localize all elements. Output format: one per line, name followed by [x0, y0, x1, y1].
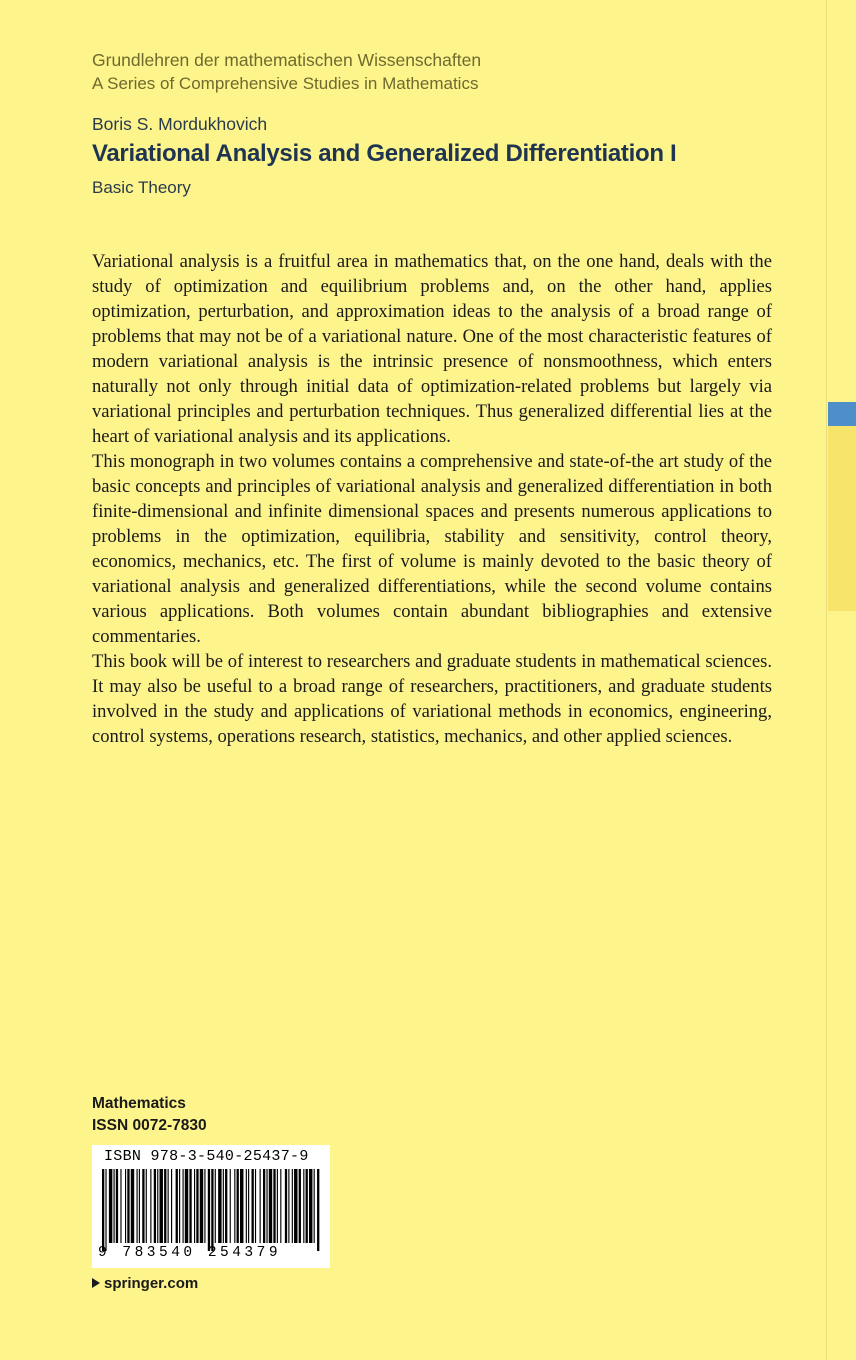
barcode-bar	[280, 1169, 281, 1243]
barcode-bar	[208, 1169, 210, 1251]
barcode-bar	[314, 1169, 315, 1243]
barcode-bar	[179, 1169, 180, 1243]
book-title: Variational Analysis and Generalized Differentiation I	[92, 140, 677, 167]
arrow-right-icon	[92, 1278, 100, 1288]
barcode-bar	[285, 1169, 287, 1243]
barcode-bar	[288, 1169, 289, 1243]
barcode-bar	[260, 1169, 261, 1243]
series-name-english: A Series of Comprehensive Studies in Mathematics	[92, 74, 479, 93]
series-name-german: Grundlehren der mathematischen Wissenschaften	[92, 50, 482, 70]
barcode-bar	[154, 1169, 156, 1243]
barcode-bar	[246, 1169, 247, 1243]
barcode-bar	[292, 1169, 293, 1243]
isbn-label: ISBN 978-3-540-25437-9	[104, 1148, 309, 1165]
description-paragraph: This book will be of interest to researchers and graduate students in mathematical sciences. It may also be useful to a broad range of researchers, practitioners, and graduate students involved in the study and applications of variational methods in economics, engineering, control systems, operations research, statistics, mechanics, and other applied sciences.	[92, 651, 772, 747]
spine-edge	[827, 0, 856, 1360]
barcode-bar	[185, 1169, 188, 1243]
barcode-bars	[98, 1169, 324, 1251]
barcode-bar	[225, 1169, 227, 1243]
barcode-bar	[200, 1169, 203, 1243]
book-description	[92, 249, 772, 749]
barcode-bar	[160, 1169, 163, 1243]
barcode-bar	[240, 1169, 243, 1243]
barcode-bar	[168, 1169, 169, 1243]
barcode-bar	[252, 1169, 254, 1243]
barcode-bar	[109, 1169, 112, 1243]
isbn-barcode	[92, 1145, 330, 1268]
barcode-bar	[237, 1169, 239, 1243]
barcode-bar	[306, 1169, 308, 1243]
issn-label: ISSN 0072-7830	[92, 1117, 207, 1134]
barcode-bar	[299, 1169, 301, 1243]
barcode-bar	[223, 1169, 224, 1243]
barcode-bar	[137, 1169, 138, 1243]
barcode-bar	[120, 1169, 121, 1243]
barcode-bar	[309, 1169, 312, 1243]
description-paragraph: This monograph in two volumes contains a comprehensive and state-of-the art study of the basic concepts and principles of variational analysis and generalized differentiation in both finite-dimensional and infinite dimensional spaces and presents numerous applications to problems in the optimization, equilibria, stability and sensitivity, control theory, economics, mechanics, etc. The first of volume is mainly devoted to the basic theory of variational analysis and generalized differentiations, while the second volume contains various applications. Both volumes contain abundant bibliographies and extensive commentaries.	[92, 451, 772, 647]
subject-label: Mathematics	[92, 1095, 186, 1112]
barcode-bar	[204, 1169, 205, 1243]
barcode-bar	[102, 1169, 104, 1251]
barcode-bar	[127, 1169, 129, 1243]
barcode-bar	[171, 1169, 172, 1243]
publisher-website: springer.com	[104, 1275, 199, 1292]
barcode-bar	[131, 1169, 134, 1243]
barcode-bar	[269, 1169, 272, 1243]
barcode-bar	[164, 1169, 166, 1243]
barcode-bar	[157, 1169, 158, 1243]
spine-accent-band	[828, 426, 856, 611]
author-name: Boris S. Mordukhovich	[92, 114, 268, 134]
barcode-bar	[234, 1169, 235, 1243]
barcode-bar	[114, 1169, 115, 1243]
barcode-bar	[150, 1169, 151, 1243]
barcode-bar	[303, 1169, 304, 1243]
barcode-bar	[176, 1169, 178, 1243]
barcode-bar	[263, 1169, 265, 1243]
barcode-bar	[211, 1169, 213, 1251]
barcode-bar	[266, 1169, 267, 1243]
barcode-bar	[317, 1169, 319, 1251]
barcode-bar	[230, 1169, 231, 1243]
barcode-bar	[248, 1169, 249, 1243]
barcode-bar	[125, 1169, 126, 1243]
barcode-bar	[183, 1169, 184, 1243]
book-subtitle: Basic Theory	[92, 178, 191, 197]
barcode-bar	[194, 1169, 195, 1243]
barcode-bar	[105, 1169, 106, 1251]
barcode-bar	[215, 1169, 216, 1243]
barcode-bar	[218, 1169, 221, 1243]
barcode-bar	[255, 1169, 256, 1243]
spine-color-tab	[828, 402, 856, 426]
publisher-link[interactable]	[92, 1275, 198, 1292]
barcode-bar	[146, 1169, 147, 1243]
barcode-bar	[189, 1169, 191, 1243]
barcode-digits: 9 783540 254379	[98, 1245, 282, 1261]
barcode-bar	[142, 1169, 144, 1243]
description-paragraph: Variational analysis is a fruitful area in mathematics that, on the one hand, deals with the study of optimization and equilibrium problems and, on the other hand, applies optimization, perturbation, and approximation ideas to the analysis of a broad range of problems that may not be of a variational nature. One of the most characteristic features of modern variational analysis is the intrinsic presence of nonsmoothness, which enters naturally not only through initial data of optimization-related problems but largely via variational principles and perturbation techniques. Thus generalized differential lies at the heart of variational analysis and its applications.	[92, 251, 772, 447]
barcode-bar	[196, 1169, 198, 1243]
barcode-bar	[294, 1169, 297, 1243]
barcode-bar	[139, 1169, 140, 1243]
series-header	[92, 48, 812, 96]
barcode-bar	[273, 1169, 275, 1243]
publication-meta	[92, 1093, 207, 1137]
barcode-bar	[277, 1169, 278, 1243]
barcode-bar	[116, 1169, 118, 1243]
